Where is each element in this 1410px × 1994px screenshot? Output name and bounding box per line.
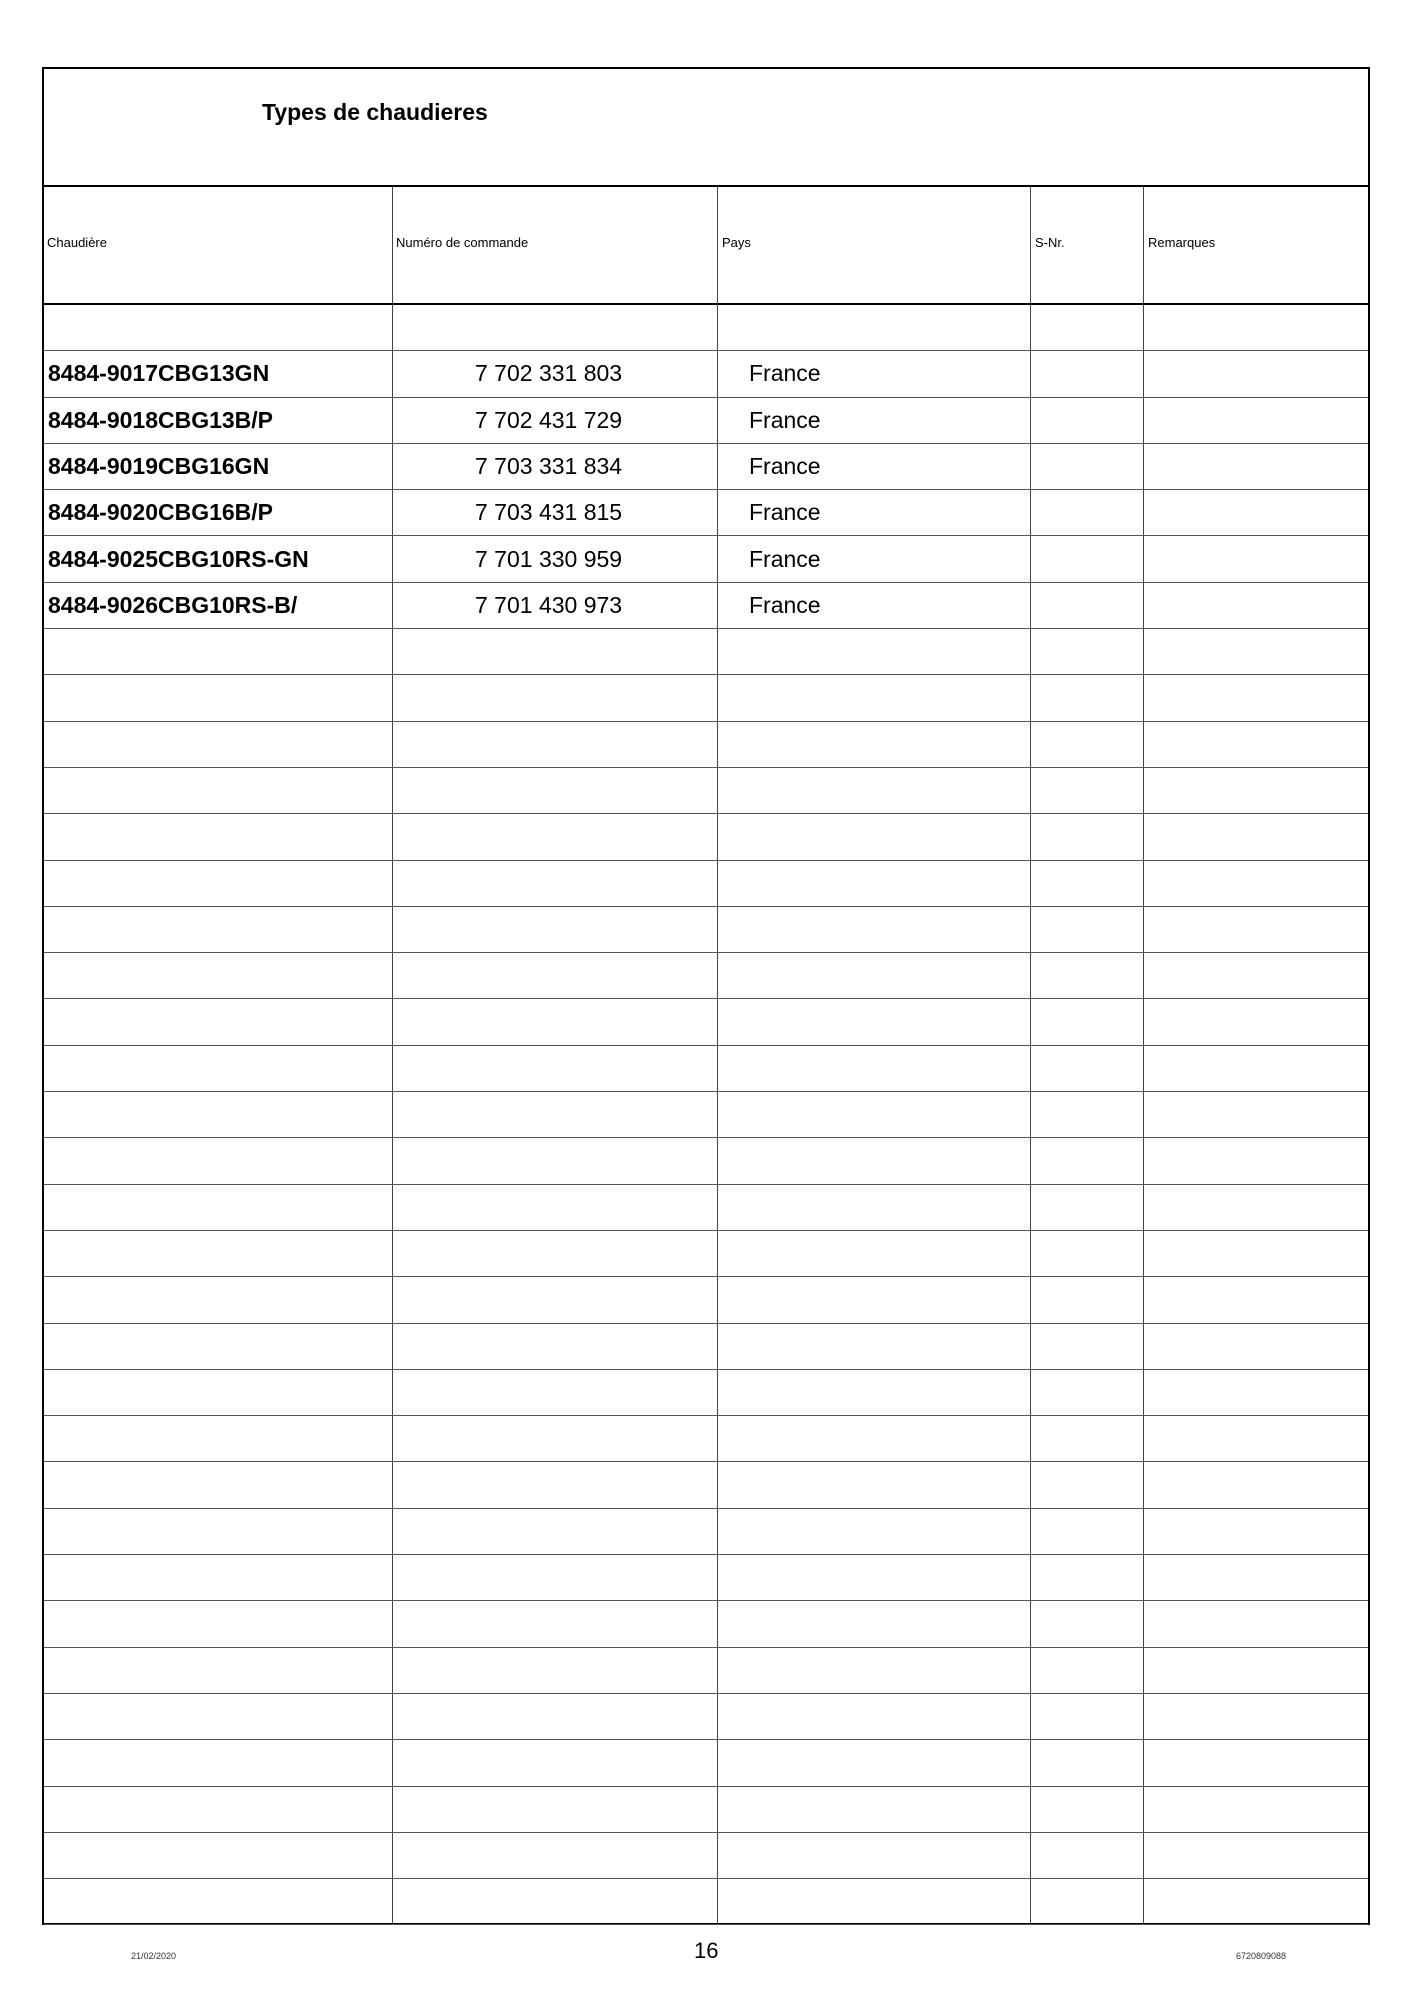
column-header-pays: Pays	[722, 235, 751, 250]
table-row	[44, 1648, 1368, 1694]
table-row	[44, 1046, 1368, 1092]
table-row	[44, 1231, 1368, 1277]
table-header	[44, 187, 1368, 305]
document-reference: 6720809088	[1236, 1951, 1287, 1961]
cell-pays: France	[749, 591, 821, 618]
footer-date: 21/02/2020	[131, 1951, 177, 1961]
table-row	[44, 1740, 1368, 1786]
table-row	[44, 953, 1368, 999]
table-row	[44, 861, 1368, 907]
table-row	[44, 1138, 1368, 1184]
document-table-frame	[42, 67, 1370, 1925]
cell-chaudiere: 8484-9017CBG13GN	[48, 360, 270, 387]
table-row	[44, 1416, 1368, 1462]
cell-chaudiere: 8484-9018CBG13B/P	[48, 406, 274, 433]
table-row	[44, 999, 1368, 1045]
cell-pays: France	[749, 499, 821, 526]
table-row	[44, 1509, 1368, 1555]
cell-pays: France	[749, 453, 821, 480]
column-header-remarques: Remarques	[1148, 235, 1216, 250]
table-row	[44, 907, 1368, 953]
table-row	[44, 1879, 1368, 1925]
title-area	[44, 69, 1368, 187]
table-row	[44, 1462, 1368, 1508]
column-header-chaudiere: Chaudière	[47, 235, 107, 250]
table-row	[44, 444, 1368, 490]
table-row	[44, 629, 1368, 675]
table-row	[44, 768, 1368, 814]
cell-numero: 7 703 331 834	[475, 453, 623, 480]
table-row	[44, 1092, 1368, 1138]
cell-numero: 7 701 430 973	[475, 591, 623, 618]
table-row	[44, 583, 1368, 629]
table-row	[44, 722, 1368, 768]
table-row	[44, 1277, 1368, 1323]
table-row	[44, 1787, 1368, 1833]
table-body	[44, 305, 1368, 1972]
table-row	[44, 1185, 1368, 1231]
table-row	[44, 1555, 1368, 1601]
table-row	[44, 490, 1368, 536]
table-row	[44, 398, 1368, 444]
table-row	[44, 814, 1368, 860]
table-row	[44, 351, 1368, 397]
cell-numero: 7 702 331 803	[475, 360, 623, 387]
table-row	[44, 1324, 1368, 1370]
table-row	[44, 536, 1368, 582]
cell-chaudiere: 8484-9019CBG16GN	[48, 453, 270, 480]
page-number: 16	[694, 1938, 719, 1963]
column-header-snr: S-Nr.	[1035, 235, 1065, 250]
table-row	[44, 1694, 1368, 1740]
table-row	[44, 305, 1368, 351]
table-row	[44, 1833, 1368, 1879]
cell-numero: 7 703 431 815	[475, 499, 623, 526]
cell-pays: France	[749, 360, 821, 387]
cell-chaudiere: 8484-9020CBG16B/P	[48, 499, 274, 526]
cell-pays: France	[749, 545, 821, 572]
cell-numero: 7 702 431 729	[475, 406, 623, 433]
cell-pays: France	[749, 406, 821, 433]
table-row	[44, 1601, 1368, 1647]
cell-chaudiere: 8484-9026CBG10RS-B/	[48, 591, 298, 618]
table-row	[44, 1370, 1368, 1416]
cell-chaudiere: 8484-9025CBG10RS-GN	[48, 545, 309, 572]
column-header-numero: Numéro de commande	[396, 235, 529, 250]
table-row	[44, 675, 1368, 721]
cell-numero: 7 701 330 959	[475, 545, 623, 572]
document-title: Types de chaudieres	[262, 99, 488, 125]
